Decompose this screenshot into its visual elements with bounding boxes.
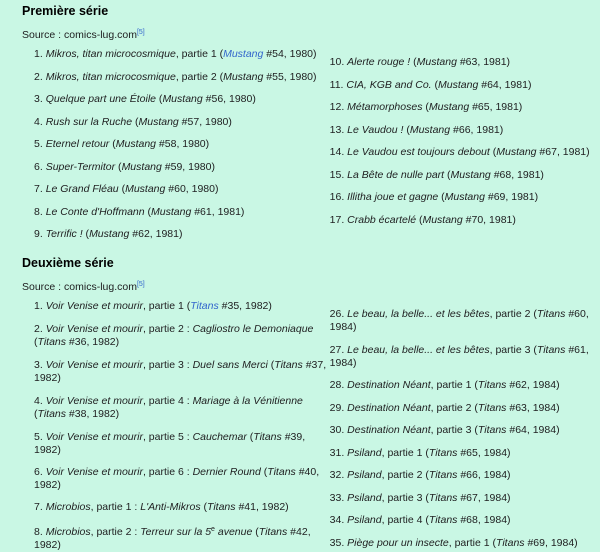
- issue-info: #60, 1980): [165, 183, 219, 195]
- issue-info: #58, 1980): [156, 138, 210, 150]
- episode-paren: (: [267, 359, 275, 371]
- item-number: 28.: [329, 379, 345, 391]
- list-item: [34, 395, 330, 421]
- episode-subtitle: avenue: [214, 526, 253, 538]
- item-number: 5.: [34, 431, 43, 443]
- episode-column-right: [330, 300, 592, 552]
- episode-title: Microbios: [45, 526, 91, 538]
- item-number: 7.: [34, 183, 43, 195]
- issue-info: #56, 1980): [202, 93, 256, 105]
- item-number: 15.: [329, 168, 345, 181]
- episode-title: Le Conte d'Hoffmann: [45, 205, 145, 218]
- episode-list-series-2: [22, 300, 592, 552]
- magazine-name: Titans: [536, 343, 566, 356]
- episode-title: Psiland: [347, 469, 382, 481]
- episode-part: (: [403, 123, 410, 136]
- episode-part: , partie 6 :: [142, 466, 193, 478]
- magazine-name: Titans: [477, 401, 507, 414]
- magazine-name: Mustang: [125, 183, 166, 195]
- episode-title: Psiland: [347, 514, 382, 526]
- episode-part: , partie 3 :: [142, 359, 193, 371]
- list-item: [34, 523, 330, 552]
- magazine-name: Mustang: [450, 168, 491, 181]
- episode-title: Voir Venise et mourir: [45, 466, 143, 478]
- episode-title: Destination Néant: [347, 424, 431, 436]
- issue-info: #65, 1981): [469, 101, 523, 113]
- list-item: [330, 214, 592, 227]
- item-number: 17.: [329, 213, 345, 226]
- list-item: [34, 359, 330, 385]
- issue-info: #59, 1980): [161, 160, 215, 173]
- episode-part: , partie 2 (: [430, 401, 478, 414]
- issue-info: #62, 1981): [129, 228, 183, 240]
- episode-subtitle: Cauchemar: [192, 431, 247, 443]
- reference-link[interactable]: [5]: [136, 29, 145, 36]
- episode-paren: (: [260, 466, 268, 478]
- list-item: [330, 344, 592, 370]
- item-number: 7.: [34, 501, 43, 513]
- issue-info: #40, 1982): [34, 466, 320, 491]
- episode-column-right: [330, 48, 592, 241]
- episode-part: , partie 1 :: [90, 501, 141, 513]
- episode-part: (: [115, 160, 122, 173]
- list-item: [330, 514, 592, 527]
- episode-part: (: [431, 78, 439, 91]
- episode-title: Le Vaudou est toujours debout: [347, 146, 490, 158]
- episode-part: (: [132, 115, 139, 128]
- item-number: 11.: [329, 78, 344, 91]
- episode-part: , partie 3 (: [430, 424, 478, 436]
- magazine-link[interactable]: Mustang: [223, 48, 264, 60]
- magazine-name: Mustang: [89, 228, 130, 240]
- item-number: 13.: [329, 123, 345, 136]
- episode-part: , partie 2 (: [175, 70, 224, 83]
- issue-info: #63, 1984): [506, 401, 560, 414]
- magazine-name: Titans: [37, 408, 67, 420]
- episode-part: , partie 4 (: [381, 514, 429, 526]
- magazine-name: Mustang: [121, 160, 162, 173]
- list-item: [34, 228, 330, 241]
- list-item: [330, 124, 592, 137]
- list-item: [34, 161, 330, 174]
- episode-part: , partie 2 :: [142, 323, 193, 335]
- episode-subtitle: Dernier Round: [192, 466, 261, 478]
- episode-list-series-1: [22, 48, 592, 241]
- item-number: 29.: [329, 401, 345, 414]
- list-item: [330, 447, 592, 460]
- reference-link[interactable]: [5]: [136, 281, 145, 288]
- list-item: [34, 431, 330, 457]
- episode-title: Super-Termitor: [45, 160, 116, 173]
- episode-subtitle: Terreur sur la 5: [140, 526, 212, 538]
- source-label: Source :: [22, 281, 65, 293]
- episode-title: Le beau, la belle... et les bêtes: [347, 308, 490, 320]
- list-item: [330, 537, 592, 550]
- list-item: [330, 424, 592, 437]
- list-item: [330, 402, 592, 415]
- episode-subtitle: Cagliostro le Demoniaque: [192, 323, 314, 335]
- issue-info: #57, 1980): [178, 115, 232, 128]
- episode-title: Mikros, titan microcosmique: [45, 48, 176, 60]
- episode-part: (: [144, 205, 152, 218]
- item-number: 35.: [329, 536, 345, 549]
- item-number: 27.: [329, 343, 345, 356]
- item-number: 10.: [329, 56, 345, 68]
- episode-part: , partie 1 (: [175, 48, 224, 60]
- episode-title: Illitha joue et gagne: [347, 191, 439, 203]
- source-link[interactable]: comics-lug.com: [64, 29, 137, 41]
- issue-info: #62, 1984): [506, 379, 560, 391]
- list-item: [330, 492, 592, 505]
- episode-title: Voir Venise et mourir: [45, 431, 143, 443]
- issue-info: #37, 1982): [34, 359, 327, 384]
- magazine-name: Mustang: [438, 78, 479, 91]
- issue-info: #55, 1980): [263, 70, 317, 83]
- list-item: [330, 101, 592, 114]
- issue-info: #36, 1982): [66, 336, 120, 348]
- issue-info: #64, 1981): [478, 78, 532, 91]
- list-item: [34, 71, 330, 84]
- list-item: [34, 300, 330, 313]
- magazine-name: Mustang: [409, 123, 451, 136]
- episode-title: Voir Venise et mourir: [45, 359, 143, 371]
- episode-part: , partie 1 (: [381, 446, 429, 459]
- issue-info: #39, 1982): [34, 431, 306, 456]
- issue-info: #41, 1982): [235, 501, 289, 513]
- magazine-name: Mustang: [416, 56, 457, 68]
- magazine-name: Titans: [428, 469, 458, 481]
- episode-paren: (: [252, 526, 259, 538]
- item-number: 16.: [329, 191, 345, 203]
- list-item: [330, 146, 592, 159]
- issue-info: #66, 1984): [457, 469, 511, 481]
- magazine-name: Mustang: [428, 101, 470, 113]
- list-item: [330, 379, 592, 392]
- source-line: [22, 29, 145, 41]
- ordinal-superscript: e: [211, 526, 215, 533]
- episode-part: , partie 2 :: [90, 526, 141, 538]
- list-item: [330, 469, 592, 482]
- item-number: 6.: [34, 160, 43, 173]
- item-number: 2.: [34, 323, 43, 335]
- magazine-name: Titans: [496, 536, 525, 549]
- episode-paren: (: [34, 336, 38, 348]
- list-item: [34, 48, 330, 61]
- magazine-name: Titans: [477, 379, 507, 391]
- magazine-name: Mustang: [223, 70, 264, 83]
- episode-title: Destination Néant: [347, 401, 431, 414]
- item-number: 8.: [34, 526, 43, 538]
- section-heading-deuxieme-serie: Deuxième série: [22, 256, 114, 270]
- magazine-name: Titans: [267, 466, 296, 478]
- episode-column-left: [22, 300, 330, 552]
- list-item: [34, 501, 330, 514]
- episode-title: Piège pour un insecte: [347, 536, 449, 549]
- issue-info: #63, 1981): [456, 56, 511, 68]
- item-number: 1.: [34, 300, 43, 312]
- episode-part: , partie 1 (: [142, 300, 191, 312]
- issue-info: #60, 1984): [329, 308, 589, 333]
- episode-part: (: [438, 191, 445, 203]
- episode-column-left: [22, 48, 330, 241]
- episode-title: Eternel retour: [45, 138, 110, 150]
- episode-part: , partie 2 (: [489, 308, 537, 320]
- episode-part: (: [489, 146, 497, 158]
- magazine-name: Titans: [428, 491, 458, 504]
- magazine-name: Mustang: [422, 213, 463, 226]
- magazine-name: Titans: [207, 501, 236, 513]
- item-number: 12.: [329, 101, 345, 113]
- episode-title: Voir Venise et mourir: [45, 323, 143, 335]
- magazine-name: Mustang: [496, 146, 537, 158]
- item-number: 6.: [34, 466, 43, 478]
- list-item: [330, 79, 592, 92]
- episode-paren: (: [246, 431, 254, 443]
- list-item: [34, 116, 330, 129]
- list-item: [34, 323, 330, 349]
- list-item: [34, 466, 330, 492]
- episode-title: Microbios: [45, 501, 91, 513]
- episode-part: (: [416, 213, 423, 226]
- item-number: 34.: [329, 514, 345, 526]
- magazine-name: Mustang: [115, 138, 157, 150]
- issue-info: #38, 1982): [66, 408, 120, 420]
- episode-part: (: [118, 183, 126, 195]
- item-number: 33.: [329, 491, 345, 504]
- item-number: 2.: [34, 70, 43, 83]
- magazine-name: Titans: [258, 526, 288, 538]
- magazine-name: Mustang: [138, 115, 179, 128]
- section-heading-premiere-serie: Première série: [22, 4, 109, 18]
- issue-info: #64, 1984): [506, 424, 560, 436]
- episode-title: Rush sur la Ruche: [45, 115, 133, 128]
- episode-title: Voir Venise et mourir: [45, 395, 143, 407]
- issue-info: #67, 1984): [457, 491, 511, 504]
- episode-part: (: [422, 101, 429, 113]
- item-number: 5.: [34, 138, 43, 150]
- magazine-name: Mustang: [162, 93, 203, 105]
- list-item: [330, 191, 592, 204]
- episode-subtitle: Duel sans Merci: [192, 359, 268, 371]
- episode-subtitle: L'Anti-Mikros: [140, 501, 201, 513]
- issue-info: #69, 1984): [524, 536, 578, 549]
- magazine-link[interactable]: Titans: [190, 300, 219, 312]
- episode-title: Voir Venise et mourir: [45, 300, 143, 312]
- magazine-name: Titans: [536, 308, 566, 320]
- item-number: 14.: [329, 146, 345, 158]
- episode-part: (: [82, 228, 90, 240]
- episode-part: (: [156, 93, 163, 105]
- list-item: [330, 308, 592, 334]
- list-item: [330, 169, 592, 182]
- magazine-name: Titans: [477, 424, 507, 436]
- issue-info: #67, 1981): [536, 146, 590, 158]
- episode-part: , partie 3 (: [381, 491, 429, 504]
- episode-part: (: [444, 168, 451, 181]
- episode-paren: (: [200, 501, 208, 513]
- list-item: [34, 183, 330, 196]
- episode-part: , partie 3 (: [489, 343, 537, 356]
- episode-title: Métamorphoses: [347, 101, 423, 113]
- magazine-name: Titans: [253, 431, 282, 443]
- episode-title: Le Vaudou !: [347, 123, 404, 136]
- magazine-name: Titans: [428, 514, 458, 526]
- source-label: Source :: [22, 29, 65, 41]
- list-item: [34, 93, 330, 106]
- episode-title: La Bête de nulle part: [347, 168, 445, 181]
- magazine-name: Titans: [428, 446, 458, 459]
- issue-info: #66, 1981): [450, 123, 504, 136]
- item-number: 9.: [34, 228, 43, 240]
- item-number: 4.: [34, 395, 43, 407]
- magazine-name: Mustang: [151, 205, 192, 218]
- episode-title: Mikros, titan microcosmique: [45, 70, 176, 83]
- issue-info: #61, 1984): [329, 343, 589, 369]
- item-number: 8.: [34, 205, 43, 218]
- item-number: 3.: [34, 359, 43, 371]
- episode-part: (: [109, 138, 116, 150]
- issue-info: #68, 1984): [457, 514, 511, 526]
- item-number: 31.: [329, 446, 345, 459]
- episode-paren: (: [34, 408, 38, 420]
- episode-title: Alerte rouge !: [347, 56, 411, 68]
- source-line: [22, 281, 145, 293]
- issue-info: #61, 1981): [191, 205, 245, 218]
- list-item: [330, 56, 592, 69]
- issue-info: #42, 1982): [34, 526, 311, 551]
- list-item: [34, 206, 330, 219]
- episode-title: Terrific !: [45, 228, 83, 240]
- episode-title: CIA, KGB and Co.: [346, 78, 432, 91]
- magazine-name: Titans: [274, 359, 303, 371]
- episode-subtitle: Mariage à la Vénitienne: [192, 395, 303, 407]
- episode-part: , partie 1 (: [448, 536, 497, 549]
- source-link[interactable]: comics-lug.com: [64, 281, 137, 293]
- item-number: 26.: [329, 308, 345, 320]
- list-item: [34, 138, 330, 151]
- magazine-name: Mustang: [444, 191, 485, 203]
- episode-part: (: [410, 56, 417, 68]
- episode-part: , partie 2 (: [381, 469, 429, 481]
- issue-info: #69, 1981): [484, 191, 539, 203]
- episode-title: Quelque part une Étoile: [45, 93, 157, 105]
- episode-part: , partie 4 :: [142, 395, 193, 407]
- episode-title: Destination Néant: [347, 379, 431, 391]
- episode-part: , partie 1 (: [430, 379, 478, 391]
- issue-info: #65, 1984): [457, 446, 511, 459]
- episode-title: Psiland: [347, 491, 382, 504]
- item-number: 4.: [34, 115, 43, 128]
- item-number: 32.: [329, 469, 345, 481]
- episode-title: Crabb écartelé: [347, 213, 417, 226]
- issue-info: #35, 1982): [218, 300, 272, 312]
- episode-title: Le beau, la belle... et les bêtes: [347, 343, 490, 356]
- issue-info: #70, 1981): [462, 213, 516, 226]
- magazine-name: Titans: [37, 336, 67, 348]
- episode-title: Le Grand Fléau: [45, 183, 119, 195]
- episode-part: , partie 5 :: [142, 431, 193, 443]
- item-number: 1.: [34, 48, 43, 60]
- item-number: 3.: [34, 93, 43, 105]
- issue-info: #68, 1981): [490, 168, 544, 181]
- episode-title: Psiland: [347, 446, 382, 459]
- item-number: 30.: [329, 424, 345, 436]
- issue-info: #54, 1980): [263, 48, 317, 60]
